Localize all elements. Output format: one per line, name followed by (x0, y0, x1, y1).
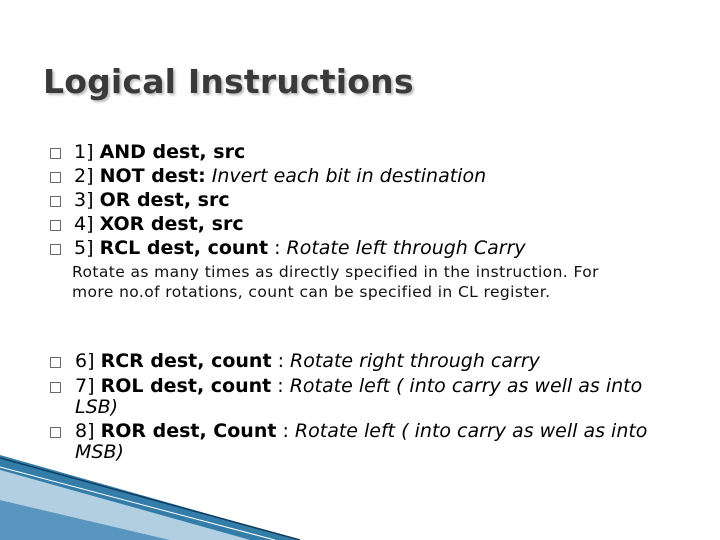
instruction: RCR dest, count (100, 350, 272, 372)
instruction: ROL dest, count (100, 375, 272, 397)
instruction: OR dest, src (99, 189, 230, 211)
bullet-number: 2] (74, 165, 94, 187)
instruction: RCL dest, count (99, 237, 269, 259)
instruction-description: Invert each bit in destination (211, 165, 487, 187)
separator: : (276, 420, 295, 442)
instruction: ROR dest, Count (100, 420, 277, 442)
separator: : (271, 350, 291, 372)
wrapped-text: LSB) (75, 396, 119, 418)
separator: : (271, 375, 290, 397)
bullet-number: 6] (75, 350, 95, 372)
bullet-number: 8] (75, 420, 95, 442)
instruction: XOR dest, src (99, 213, 244, 235)
bullet-number: 5] (74, 237, 94, 259)
rcl-note: Rotate as many times as directly specified in the instruction. For more no.of rotations, count can be specified in CL register. (72, 263, 599, 301)
bullet-number: 7] (75, 375, 95, 397)
instruction: NOT dest: (99, 165, 206, 187)
bullet-number: 4] (74, 213, 94, 235)
instruction: AND dest, src (99, 141, 246, 163)
instruction-description: Rotate right through carry (290, 350, 540, 372)
instruction-description: Rotate left ( into carry as well as into (289, 375, 643, 397)
instruction-description: Rotate left through Carry (286, 237, 526, 259)
separator: : (268, 237, 287, 259)
bullet-number: 1] (74, 141, 94, 163)
instruction-description: Rotate left ( into carry as well as into (294, 420, 648, 442)
slide-title: Logical Instructions (43, 62, 414, 101)
bullet-number: 3] (74, 189, 94, 211)
wrapped-text: MSB) (75, 441, 124, 463)
